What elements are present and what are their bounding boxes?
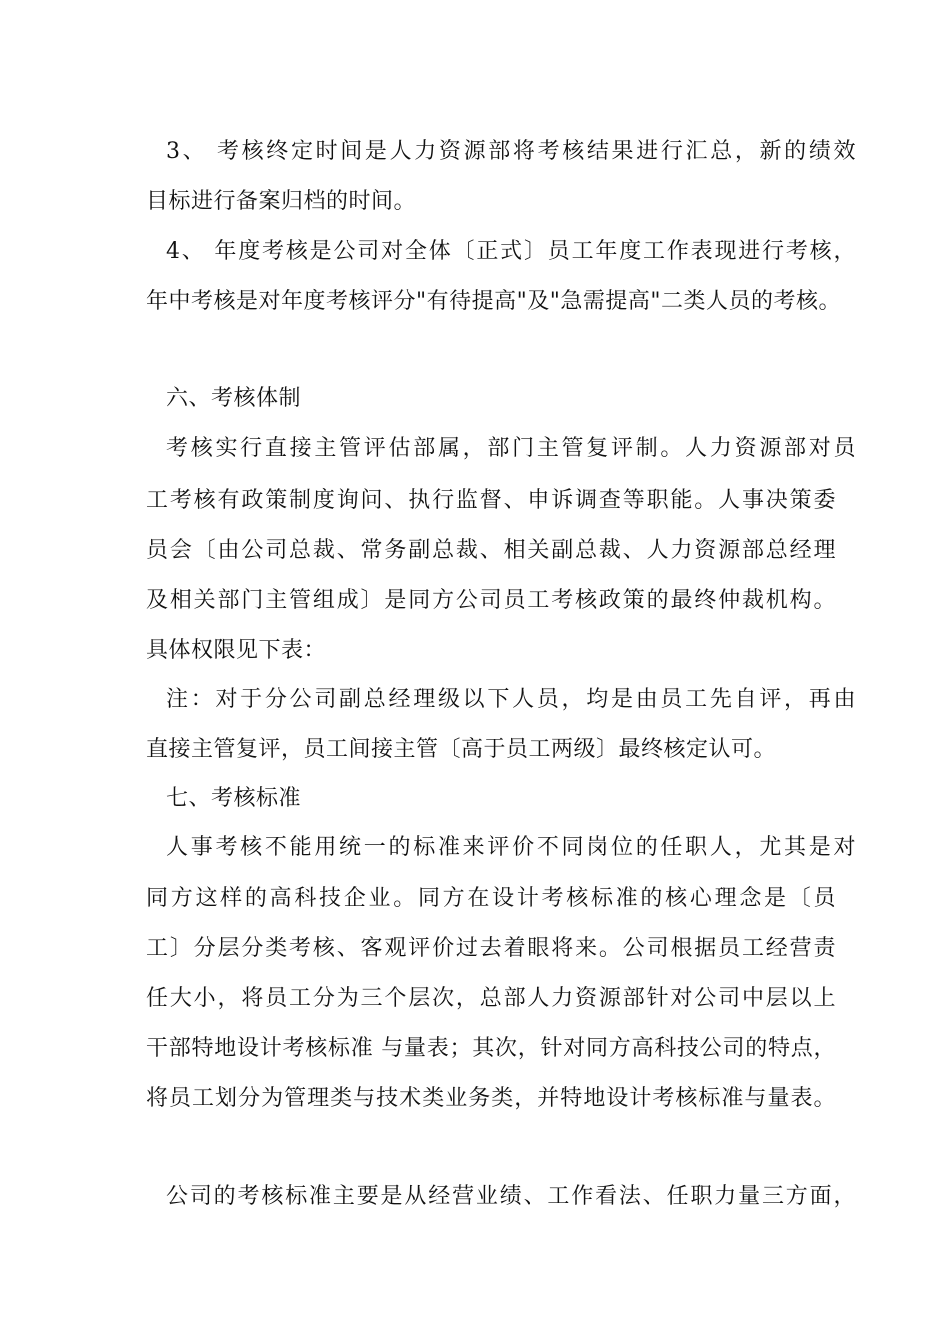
paragraph-line: 员会〔由公司总裁、常务副总裁、相关副总裁、人力资源部总经理 xyxy=(146,538,836,563)
paragraph-line: 人事考核不能用统一的标准来评价不同岗位的任职人，尤其是对 xyxy=(166,835,856,860)
paragraph-line: 年中考核是对年度考核评分"有待提高"及"急需提高"二类人员的考核。 xyxy=(146,289,841,314)
paragraph-line: 4、 年度考核是公司对全体〔正式〕员工年度工作表现进行考核， xyxy=(166,239,856,264)
section-heading: 七、考核标准 xyxy=(166,786,302,811)
paragraph-line: 目标进行备案归档的时间。 xyxy=(146,189,417,214)
paragraph-line: 任大小，将员工分为三个层次，总部人力资源部针对公司中层以上 xyxy=(146,986,836,1011)
paragraph-line: 公司的考核标准主要是从经营业绩、工作看法、任职力量三方面， xyxy=(166,1184,856,1209)
paragraph-line: 及相关部门主管组成〕是同方公司员工考核政策的最终仲裁机构。 xyxy=(146,588,836,613)
section-heading: 六、考核体制 xyxy=(166,386,302,411)
paragraph-line: 干部特地设计考核标准 与量表；其次，针对同方高科技公司的特点， xyxy=(146,1036,836,1061)
paragraph-line: 将员工划分为管理类与技术类业务类，并特地设计考核标准与量表。 xyxy=(146,1086,836,1111)
paragraph-line: 工考核有政策制度询问、执行监督、申诉调查等职能。人事决策委 xyxy=(146,488,836,513)
paragraph-line: 具体权限见下表： xyxy=(146,638,327,663)
paragraph-line: 工〕分层分类考核、客观评价过去着眼将来。公司根据员工经营责 xyxy=(146,936,836,961)
paragraph-line: 3、 考核终定时间是人力资源部将考核结果进行汇总，新的绩效 xyxy=(166,139,856,164)
note-line: 注：对于分公司副总经理级以下人员，均是由员工先自评，再由 xyxy=(166,687,856,712)
paragraph-line: 同方这样的高科技企业。同方在设计考核标准的核心理念是〔员 xyxy=(146,886,836,911)
paragraph-line: 考核实行直接主管评估部属，部门主管复评制。人力资源部对员 xyxy=(166,436,856,461)
note-line: 直接主管复评，员工间接主管〔高于员工两级〕最终核定认可。 xyxy=(146,737,777,762)
